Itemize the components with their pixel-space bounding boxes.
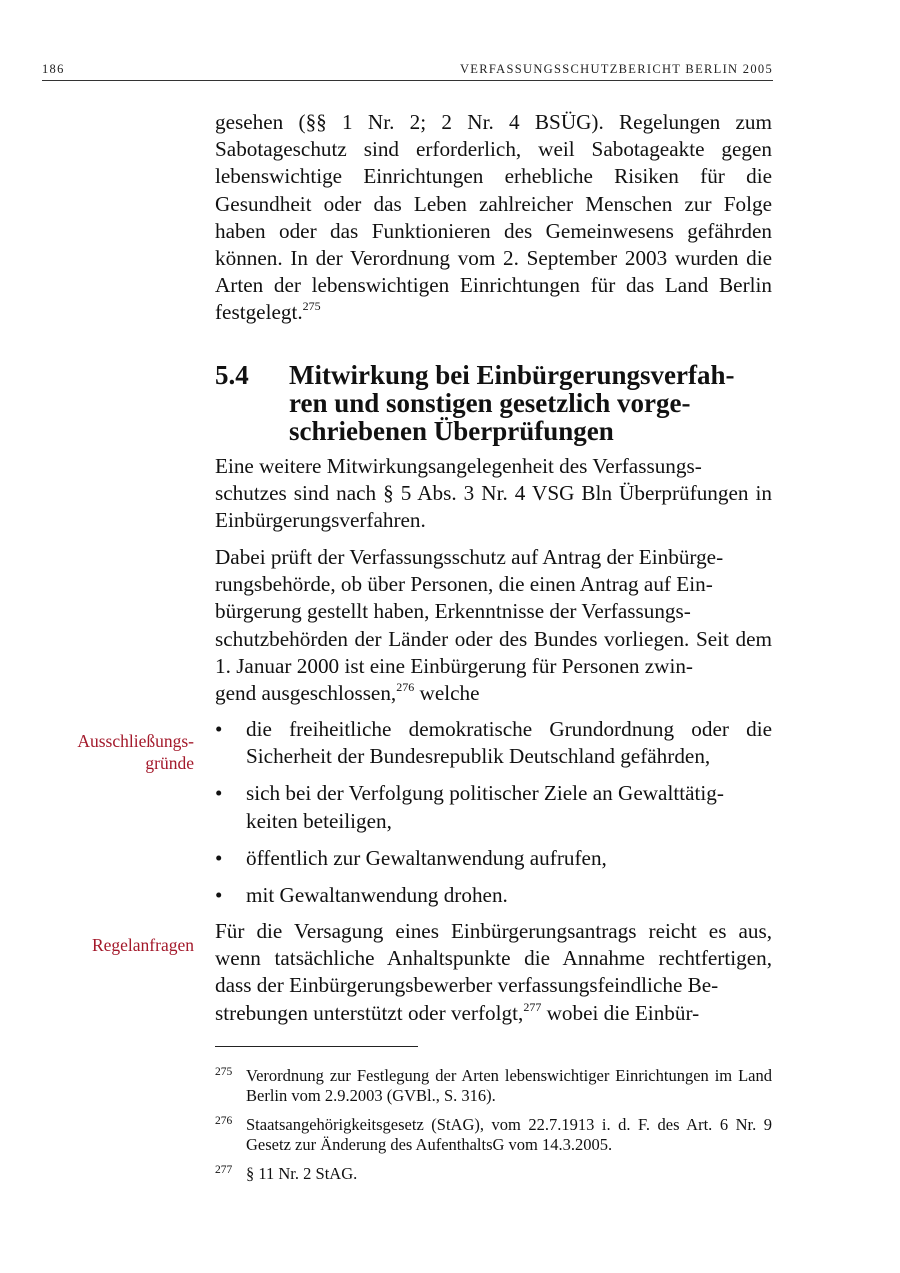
list-item-text: die freiheitliche demokratische Grundordnung oder die Sicherheit der Bundesrepublik Deutschland gefährden,: [246, 717, 772, 769]
list-item: [215, 845, 772, 872]
exclusion-list: [215, 716, 772, 919]
page-number: 186: [42, 62, 65, 76]
bullet-icon: •: [215, 845, 223, 870]
header-rule: [42, 80, 773, 81]
paragraph-sabotage: [215, 109, 772, 327]
list-item-text: mit Gewaltanwendung drohen.: [246, 883, 508, 908]
footnote-number: 276: [215, 1115, 233, 1127]
running-header: [42, 62, 773, 80]
paragraph-text: gesehen (§§ 1 Nr. 2; 2 Nr. 4 BSÜG). Regelungen zum Sabotageschutz sind erforderlich, weil Sabotageakte gegen lebenswichtige Einrichtungen erhebliche Risiken für die Gesundheit oder das Leben zahlreicher Menschen zur Folge haben oder das Funktionieren des Gemeinwesens gefährden können. In der Verordnung vom 2. September 2003 wurden die Arten der lebenswichtigen Einrichtungen für das Land Berlin festgelegt.: [215, 110, 772, 325]
bullet-icon: •: [215, 781, 223, 806]
margin-note-ausschliessungsgruende: Ausschließungs- gründe: [77, 731, 194, 773]
footnote-rule: [215, 1046, 418, 1047]
footnote-277: [215, 1164, 772, 1184]
footnote-276: [215, 1115, 772, 1155]
footnote-ref-276[interactable]: 276: [396, 680, 415, 695]
footnote-text: Verordnung zur Festlegung der Arten lebenswichtiger Einrichtungen im Land Berlin vom 2.9.2003 (GVBl., S. 316).: [246, 1066, 772, 1105]
list-item: [215, 716, 772, 770]
footnote-number: 275: [215, 1066, 233, 1078]
footnote-text: Staatsangehörigkeitsgesetz (StAG), vom 22.7.1913 i. d. F. des Art. 6 Nr. 9 Gesetz zur Änderung des AufenthaltsG vom 14.3.2005.: [246, 1115, 772, 1154]
section-title: Mitwirkung bei Einbürgerungsverfah- ren und sonstigen gesetzlich vorge- schriebenen Überprüfungen: [289, 360, 735, 446]
paragraph-einbuergerung: Dabei prüft der Verfassungsschutz auf Antrag der Einbürge- rungsbehörde, ob über Personen, die einen Antrag auf Ein- bürgerung gestellt haben, Erkenntnisse der Verfassungs- schutzbehörden der Länder oder des Bundes vorliegen. Seit dem 1. Januar 2000 ist eine Einbürgerung für Personen zwin- gend ausgeschlossen,$^{276}$ welche: [215, 545, 772, 706]
section-number: 5.4: [215, 360, 249, 390]
footnote-ref-275[interactable]: 275: [302, 299, 321, 314]
paragraph-text-after: welche: [414, 681, 480, 706]
paragraph-text-after: wobei die Einbür-: [541, 1000, 700, 1025]
footnote-275: [215, 1066, 772, 1106]
footnote-ref-277[interactable]: 277: [523, 999, 542, 1014]
list-item-text: sich bei der Verfolgung politischer Ziele an Gewalttätig- keiten beteiligen,: [246, 781, 724, 833]
list-item-text: öffentlich zur Gewaltanwendung aufrufen,: [246, 845, 607, 870]
list-item: [215, 780, 772, 834]
footnote-number: 277: [215, 1164, 233, 1176]
footnote-text: § 11 Nr. 2 StAG.: [246, 1164, 358, 1183]
paragraph-versagung: Für die Versagung eines Einbürgerungsantrags reicht es aus, wenn tatsächliche Anhaltspunkte die Annahme rechtfertigen, dass der Einbürgerungsbewerber verfassungsfeindliche Be- strebungen unterstützt oder verfolgt,$^{277}$ wobei die Einbür-: [215, 919, 772, 1025]
list-item: [215, 882, 772, 909]
margin-note-regelanfragen: Regelanfragen: [91, 935, 194, 955]
running-title: VERFASSUNGSSCHUTZBERICHT BERLIN 2005: [459, 62, 773, 76]
bullet-icon: •: [215, 717, 223, 741]
bullet-icon: •: [215, 883, 223, 908]
paragraph-mitwirkung: Eine weitere Mitwirkungsangelegenheit des Verfassungs- schutzes sind nach § 5 Abs. 3 Nr. 4 VSG Bln Überprüfungen in Einbürgerungsverfahren.: [215, 454, 772, 533]
